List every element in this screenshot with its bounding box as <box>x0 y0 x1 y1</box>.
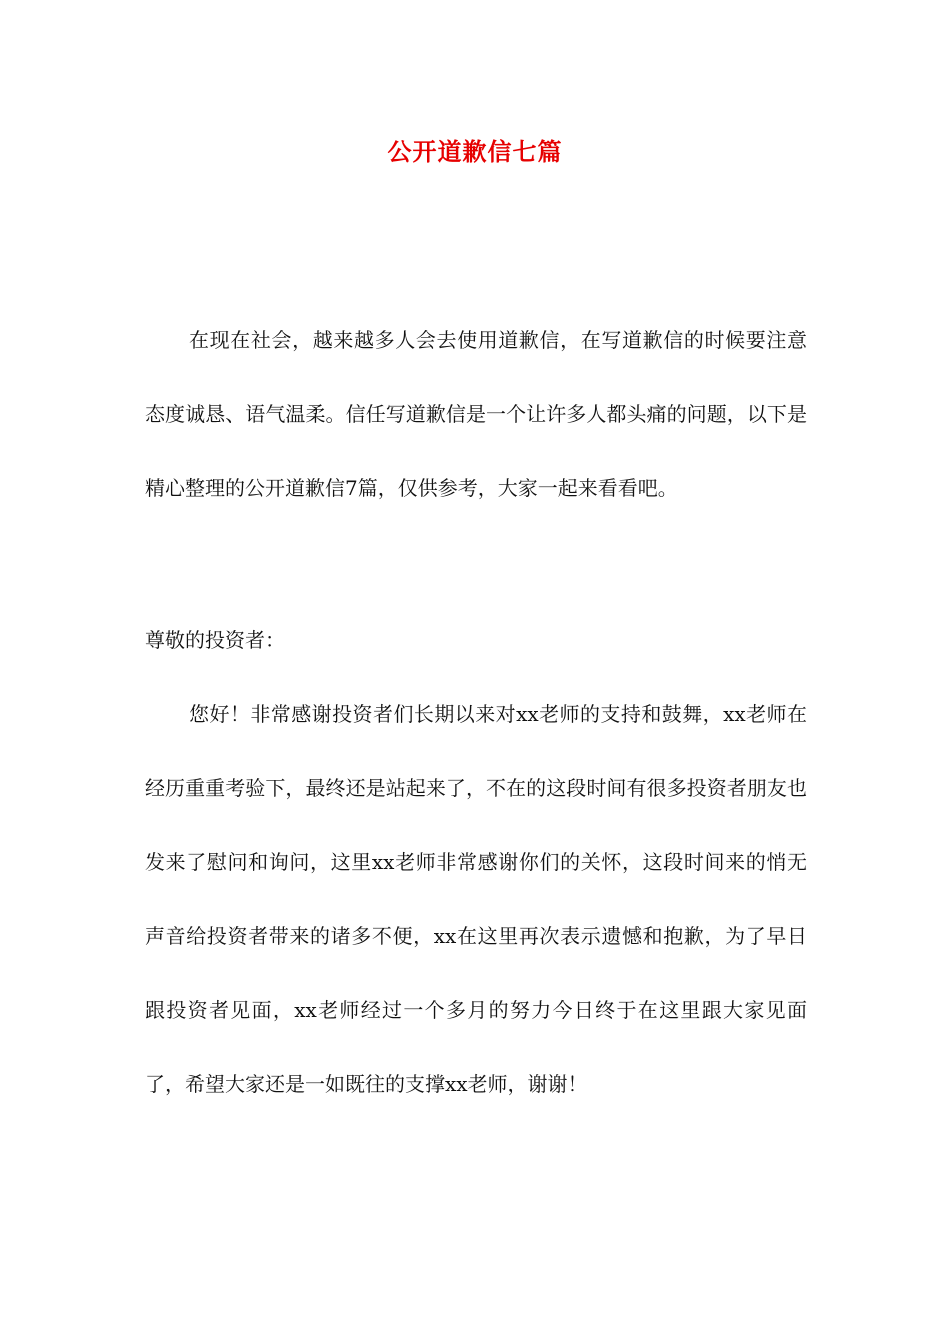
intro-paragraph: 在现在社会，越来越多人会去使用道歉信，在写道歉信的时候要注意态度诚恳、语气温柔。信任写道歉信是一个让许多人都头痛的问题，以下是精心整理的公开道歉信7篇，仅供参考，大家一起来看看吧。 <box>145 328 807 500</box>
letter-body-paragraph: 您好！非常感谢投资者们长期以来对xx老师的支持和鼓舞，xx老师在经历重重考验下，最终还是站起来了，不在的这段时间有很多投资者朋友也发来了慰问和询问，这里xx老师非常感谢你们的关怀，这段时间来的悄无声音给投资者带来的诸多不便，xx在这里再次表示遗憾和抱歉，为了早日跟投资者见面，xx老师经过一个多月的努力今日终于在这里跟大家见面了，希望大家还是一如既往的支撑xx老师，谢谢！ <box>145 702 807 1096</box>
salutation: 尊敬的投资者： <box>145 628 285 652</box>
document-title: 公开道歉信七篇 <box>387 138 563 166</box>
